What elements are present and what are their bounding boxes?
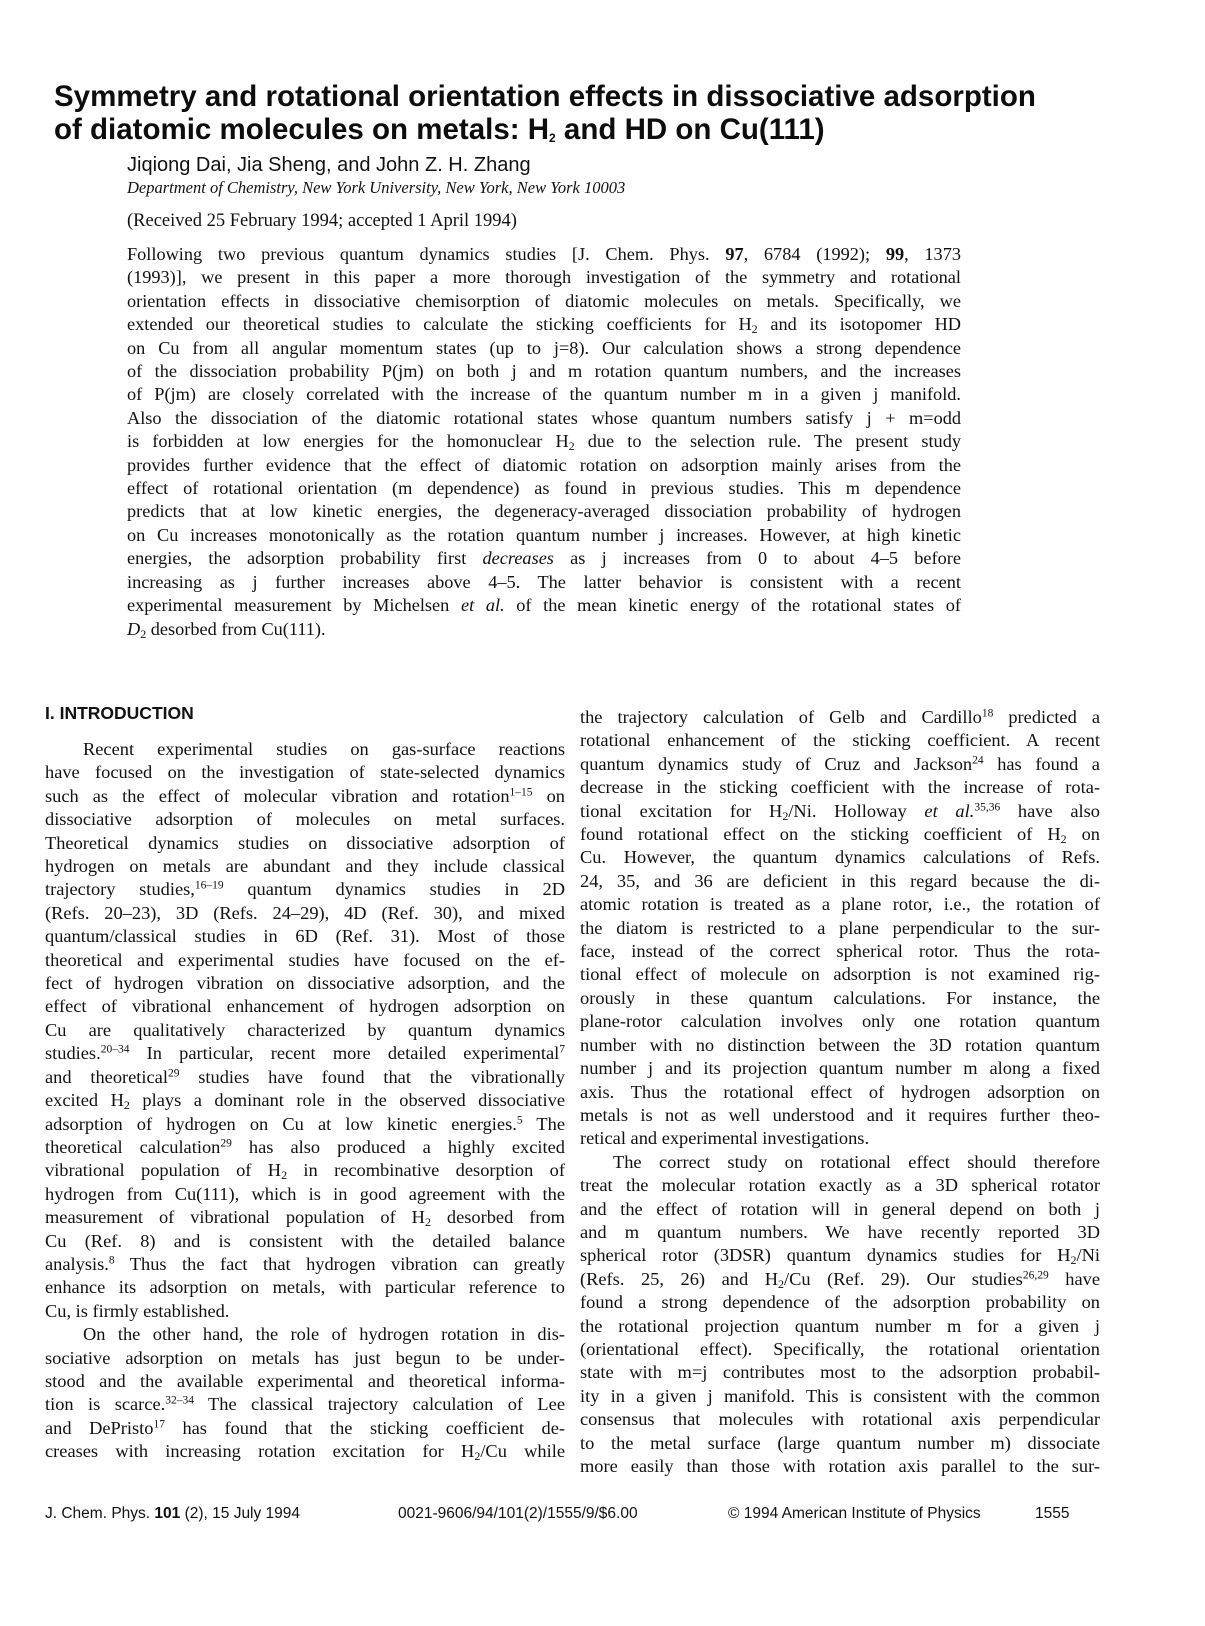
title-text: of diatomic molecules on metals: H xyxy=(54,113,550,146)
abstract-line: (1993)], we present in this paper a more thorough investigation of the symmetry and rotational xyxy=(127,267,961,288)
body-line: (Refs. 20–23), 3D (Refs. 24–29), 4D (Ref. 30), and mixed xyxy=(45,902,565,923)
title-line: Symmetry and rotational orientation effects in dissociative adsorption xyxy=(54,80,1036,113)
body-line: face, instead of the correct spherical rotor. Thus the rota- xyxy=(580,941,1100,962)
body-line: stood and the available experimental and theoretical informa- xyxy=(45,1370,565,1391)
body-line: state with m=j contributes most to the adsorption probabil- xyxy=(580,1362,1100,1383)
body-line: tional excitation for $H_2/Ni$. Holloway et al.$^{35,36}$ have also xyxy=(580,800,1100,823)
abstract-line: energies, the adsorption probability first decreases as j increases from 0 to about 4–5 before xyxy=(127,548,961,569)
body-line: sociative adsorption on metals has just begun to be under- xyxy=(45,1347,565,1368)
abstract-line: of the dissociation probability P(jm) on both j and m rotation quantum numbers, and the increases xyxy=(127,361,961,382)
body-line: quantum/classical studies in 6D (Ref. 31). Most of those xyxy=(45,926,565,947)
title-text: and HD on Cu(111) xyxy=(555,113,825,146)
article-title xyxy=(54,80,1154,146)
body-line: 24, 35, and 36 are deficient in this regard because the di- xyxy=(580,870,1100,891)
abstract-line: predicts that at low kinetic energies, the degeneracy-averaged dissociation probability of hydrogen xyxy=(127,501,961,522)
body-line: retical and experimental investigations. xyxy=(580,1128,870,1149)
body-line: adsorption of hydrogen on Cu at low kinetic energies.$^5$ The xyxy=(45,1113,565,1134)
body-line: the trajectory calculation of Gelb and Cardillo$^{18}$ predicted a xyxy=(580,707,1100,727)
body-line: trajectory studies,$^{16-19}$ quantum dynamics studies in 2D xyxy=(45,879,565,900)
abstract-line: orientation effects in dissociative chemisorption of diatomic molecules on metals. Specifically, we xyxy=(127,290,961,311)
body-line: theoretical and experimental studies have focused on the ef- xyxy=(45,949,565,970)
abstract-line: provides further evidence that the effect of diatomic rotation on adsorption mainly arises from the xyxy=(127,454,961,475)
body-line: fect of hydrogen vibration on dissociative adsorption, and the xyxy=(45,973,565,994)
body-line: measurement of vibrational population of $H_2$ desorbed from xyxy=(45,1207,565,1230)
body-line: Cu are qualitatively characterized by quantum dynamics xyxy=(45,1019,565,1040)
body-line: hydrogen from Cu(111), which is in good agreement with the xyxy=(45,1183,565,1204)
body-line: and the effect of rotation will in general depend on both j xyxy=(580,1198,1100,1219)
abstract-line: Following two previous quantum dynamics studies [J. Chem. Phys. 97, 6784 (1992); 99, 1373 xyxy=(127,244,961,264)
abstract-line: increasing as j further increases above 4–5. The latter behavior is consistent with a recent xyxy=(127,571,961,592)
body-line: more easily than those with rotation axis parallel to the sur- xyxy=(580,1456,1100,1476)
body-line: Theoretical dynamics studies on dissociative adsorption of xyxy=(45,832,565,853)
right-column xyxy=(580,706,1100,1478)
body-line: treat the molecular rotation exactly as a 3D spherical rotator xyxy=(580,1175,1100,1196)
body-line: atomic rotation is treated as a plane rotor, i.e., the rotation of xyxy=(580,894,1100,915)
abstract-line: on Cu from all angular momentum states (up to j=8). Our calculation shows a strong dependence xyxy=(127,337,961,358)
body-line: rotational enhancement of the sticking coefficient. A recent xyxy=(580,730,1100,751)
title-line xyxy=(54,113,1154,146)
body-line: effect of vibrational enhancement of hydrogen adsorption on xyxy=(45,996,565,1017)
body-line: excited $H_2$ plays a dominant role in the observed dissociative xyxy=(45,1090,565,1113)
body-line: creases with increasing rotation excitation for $H_2/Cu$ while xyxy=(45,1441,565,1464)
volume-number: 99 xyxy=(885,244,905,264)
body-line: number with no distinction between the 3D rotation quantum xyxy=(580,1034,1100,1055)
body-line: and theoretical$^{29}$ studies have found that the vibrationally xyxy=(45,1066,565,1087)
abstract xyxy=(127,243,961,641)
body-line: On the other hand, the role of hydrogen rotation in dis- xyxy=(83,1324,565,1345)
body-line: and DePristo$^{17}$ has found that the sticking coefficient de- xyxy=(45,1417,565,1438)
body-line: spherical rotor (3DSR) quantum dynamics studies for $H_2/Ni$ xyxy=(580,1245,1100,1268)
body-line: decrease in the sticking coefficient with the increase of rota- xyxy=(580,777,1100,798)
body-line: vibrational population of $H_2$ in recombinative desorption of xyxy=(45,1160,566,1183)
article-code: 0021-9606/94/101(2)/1555/9/$6.00 xyxy=(398,1505,638,1522)
body-line: The correct study on rotational effect should therefore xyxy=(613,1151,1100,1172)
body-line: found rotational effect on the sticking coefficient of $H_2$ on xyxy=(580,824,1100,847)
body-line: theoretical calculation$^{29}$ has also produced a highly excited xyxy=(45,1136,565,1157)
volume-number: 97 xyxy=(725,244,744,264)
body-line: number j and its projection quantum number m along a fixed xyxy=(580,1058,1100,1079)
body-line: found a strong dependence of the adsorption probability on xyxy=(580,1292,1100,1313)
body-line: to the metal surface (large quantum number m) dissociate xyxy=(580,1432,1100,1453)
body-line: and m quantum numbers. We have recently reported 3D xyxy=(580,1221,1100,1242)
abstract-line: is forbidden at low energies for the homonuclear $H_2$ due to the selection rule. The present study xyxy=(127,431,961,454)
body-line: the rotational projection quantum number m for a given j xyxy=(580,1315,1100,1336)
body-line: dissociative adsorption of molecules on metal surfaces. xyxy=(45,809,565,830)
abstract-line: of P(jm) are closely correlated with the increase of the quantum number m in a given j manifold. xyxy=(127,384,961,405)
abstract-line: experimental measurement by Michelsen et al. of the mean kinetic energy of the rotational states of xyxy=(127,595,961,616)
body-line: axis. Thus the rotational effect of hydrogen adsorption on xyxy=(580,1081,1100,1102)
subscript: 2 xyxy=(549,131,556,145)
journal-citation: J. Chem. Phys. 101 (2), 15 July 1994 xyxy=(45,1505,301,1522)
body-line: analysis.$^8$ Thus the fact that hydrogen vibration can greatly xyxy=(45,1253,565,1274)
page-number: 1555 xyxy=(1035,1505,1070,1522)
body-line: have focused on the investigation of state-selected dynamics xyxy=(45,762,565,783)
body-line: metals is not as well understood and it requires further theo- xyxy=(580,1104,1100,1125)
body-line: Cu. However, the quantum dynamics calculations of Refs. xyxy=(580,847,1100,868)
body-line: ity in a given j manifold. This is consistent with the common xyxy=(580,1385,1100,1406)
body-line: Cu, is firmly established. xyxy=(45,1300,230,1321)
abstract-line: $D_2$ desorbed from Cu(111). xyxy=(127,618,326,641)
author-list: Jiqiong Dai, Jia Sheng, and John Z. H. Zhang xyxy=(127,154,531,176)
section-heading: I. INTRODUCTION xyxy=(45,703,194,723)
body-line: consensus that molecules with rotational axis perpendicular xyxy=(580,1409,1100,1430)
body-line: the diatom is restricted to a plane perpendicular to the sur- xyxy=(580,917,1100,938)
abstract-line: effect of rotational orientation (m dependence) as found in previous studies. This m dependence xyxy=(127,478,961,499)
body-line: plane-rotor calculation involves only one rotation quantum xyxy=(580,1011,1100,1032)
body-line: Recent experimental studies on gas-surface reactions xyxy=(83,739,565,759)
abstract-line: extended our theoretical studies to calculate the sticking coefficients for $H_2$ and its isotopomer HD xyxy=(127,314,961,337)
body-line: (orientational effect). Specifically, the rotational orientation xyxy=(580,1338,1100,1359)
body-line: studies.$^{20-34}$ In particular, recent more detailed experimental$^7$ xyxy=(45,1043,565,1064)
body-line: enhance its adsorption on metals, with particular reference to xyxy=(45,1277,565,1298)
copyright-notice: © 1994 American Institute of Physics xyxy=(728,1505,981,1522)
body-line: such as the effect of molecular vibration and rotation$^{1-15}$ on xyxy=(45,785,565,806)
body-line: (Refs. 25, 26) and $H_2/Cu$ (Ref. 29). Our studies$^{26,29}$ have xyxy=(580,1268,1100,1291)
body-line: quantum dynamics study of Cruz and Jackson$^{24}$ has found a xyxy=(580,753,1100,774)
body-line: Cu (Ref. 8) and is consistent with the detailed balance xyxy=(45,1230,565,1251)
body-line: tion is scarce.$^{32-34}$ The classical trajectory calculation of Lee xyxy=(45,1394,565,1415)
affiliation: Department of Chemistry, New York University, New York, New York 10003 xyxy=(127,178,626,197)
body-line: hydrogen on metals are abundant and they include classical xyxy=(45,856,565,877)
left-column xyxy=(45,702,565,1464)
body-line: tional effect of molecule on adsorption is not examined rig- xyxy=(580,964,1100,985)
body-line: orously in these quantum calculations. For instance, the xyxy=(580,987,1100,1008)
abstract-line: on Cu increases monotonically as the rotation quantum number j increases. However, at high kinetic xyxy=(127,524,961,545)
received-date: (Received 25 February 1994; accepted 1 April 1994) xyxy=(127,211,517,231)
abstract-line: Also the dissociation of the diatomic rotational states whose quantum numbers satisfy j + m=odd xyxy=(127,407,961,428)
